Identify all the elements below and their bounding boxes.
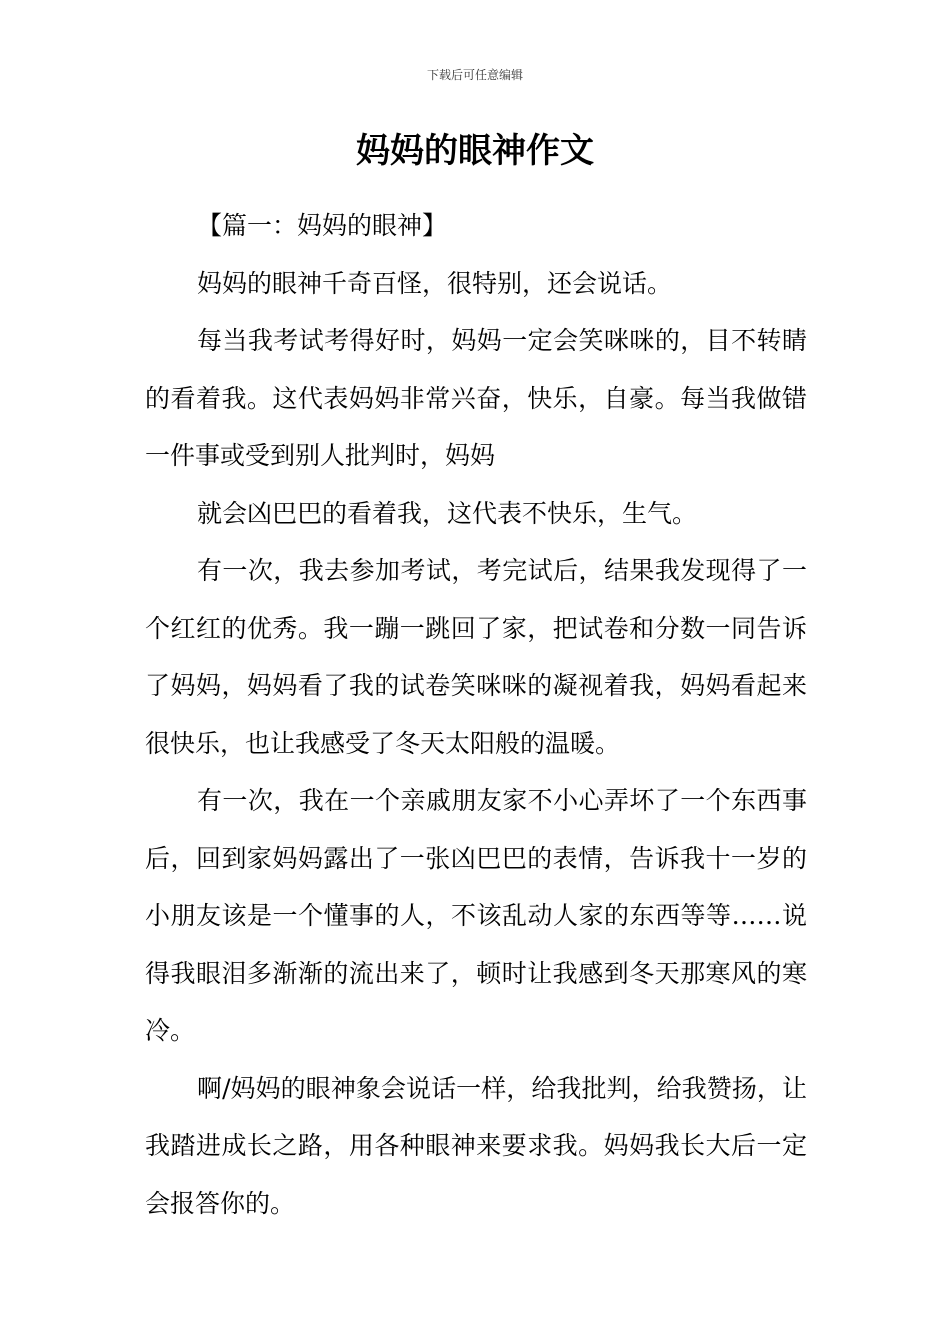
paragraph: 有一次，我去参加考试，考完试后，结果我发现得了一个红红的优秀。我一蹦一跳回了家，把试卷和分数一同告诉了妈妈，妈妈看了我的试卷笑咪咪的凝视着我，妈妈看起来很快乐，也让我感受了冬天太阳般的温暖。 [145, 556, 807, 758]
paragraph: 妈妈的眼神千奇百怪，很特别，还会说话。 [197, 268, 673, 298]
paragraph: 啊/妈妈的眼神象会说话一样，给我批判，给我赞扬，让我踏进成长之路，用各种眼神来要求我。妈妈我长大后一定会报答你的。 [145, 1073, 807, 1218]
paragraph: 就会凶巴巴的看着我，这代表不快乐，生气。 [197, 498, 698, 528]
paragraph: 有一次，我在一个亲戚朋友家不小心弄坏了一个东西事后，回到家妈妈露出了一张凶巴巴的表情，告诉我十一岁的小朋友该是一个懂事的人，不该乱动人家的东西等等……说得我眼泪多渐渐的流出来了，顿时让我感到冬天那寒风的寒冷。 [145, 786, 807, 1045]
header-note: 下载后可任意编辑 [426, 68, 523, 82]
document-body [145, 197, 807, 1232]
section-heading: 【篇一：妈妈的眼神】 [197, 211, 448, 240]
document-title: 妈妈的眼神作文 [356, 131, 594, 171]
paragraph: 每当我考试考得好时，妈妈一定会笑咪咪的，目不转睛的看着我。这代表妈妈非常兴奋，快乐，自豪。每当我做错一件事或受到别人批判时，妈妈 [145, 326, 807, 470]
